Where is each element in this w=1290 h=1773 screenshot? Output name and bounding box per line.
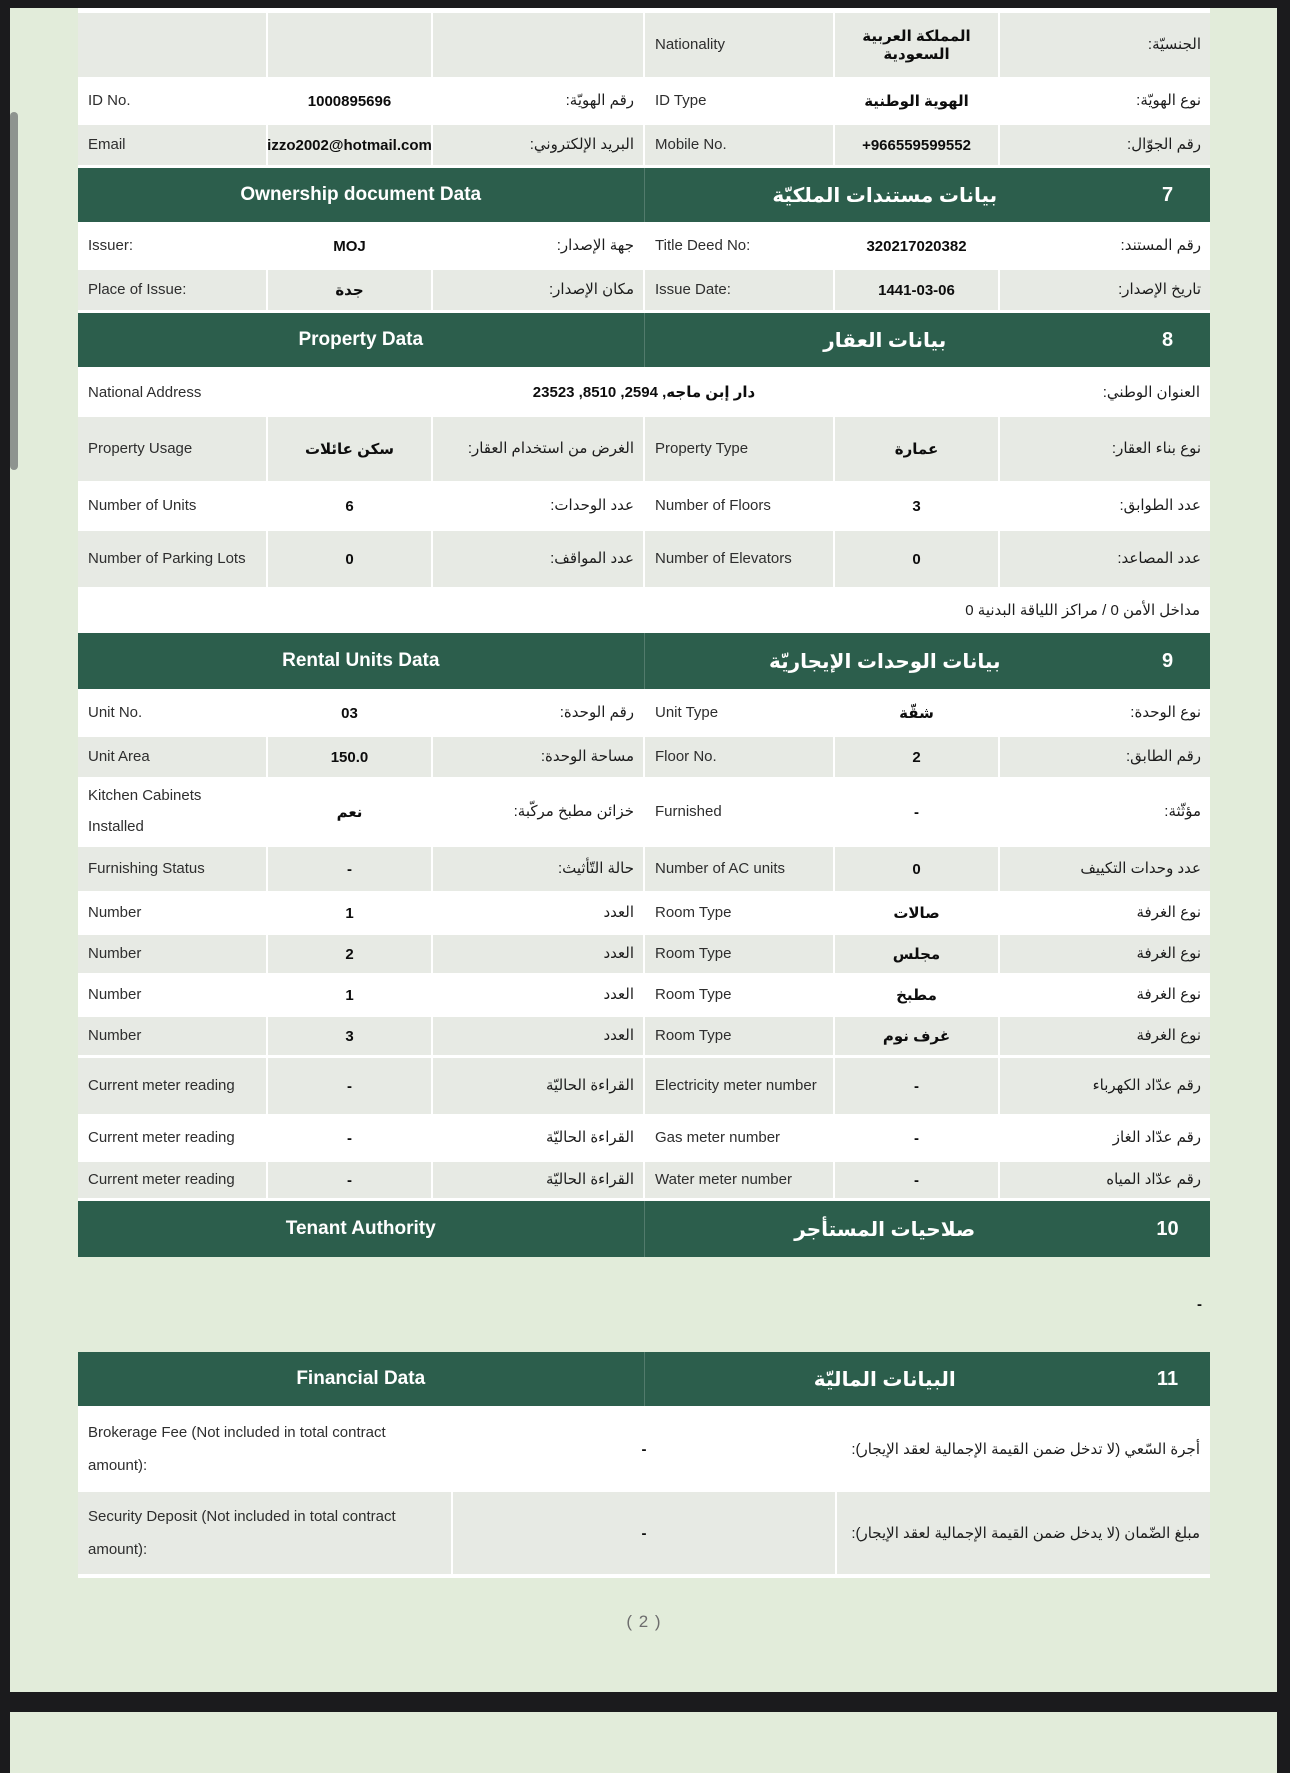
field-row: [78, 780, 1210, 844]
section-header-right: [644, 1352, 1211, 1406]
field-value: 1000895696: [266, 80, 431, 122]
field-value: 1441-03-06: [833, 270, 998, 310]
row-half-r: [643, 1058, 1210, 1114]
field-label-ar: الجنسيّة:: [998, 13, 1210, 77]
field-row: [78, 484, 1210, 528]
field-value: 3: [833, 484, 998, 528]
section-title-en: Tenant Authority: [285, 1218, 436, 1239]
row-half-l: [78, 531, 643, 587]
next-page-edge: [10, 1712, 1277, 1773]
field-value: 3: [266, 1017, 431, 1055]
row-half-l: [78, 484, 643, 528]
field-value: izzo2002@hotmail.com: [266, 125, 431, 165]
field-label-ar: رقم الطابق:: [998, 737, 1210, 777]
row-half-l: [78, 225, 643, 267]
field-label-ar: نوع الوحدة:: [998, 692, 1210, 734]
section-title-ar: البيانات الماليّة: [813, 1368, 956, 1391]
field-row-full: [78, 1492, 1210, 1574]
field-row: [78, 1117, 1210, 1159]
field-label-ar: العدد: [431, 935, 643, 973]
field-row: [78, 125, 1210, 165]
row-half-l: [78, 1017, 643, 1055]
field-row: [78, 13, 1210, 77]
field-label-ar: القراءة الحاليّة: [431, 1058, 643, 1114]
section-title-ar: بيانات مستندات الملكيّة: [772, 184, 998, 207]
row-half-l: [78, 1058, 643, 1114]
field-label-en: Number of Floors: [655, 496, 771, 514]
field-value: جدة: [266, 270, 431, 310]
field-label-en: Electricity meter number: [655, 1076, 817, 1094]
contract-table: [78, 8, 1210, 1632]
field-label-en: Number: [88, 985, 142, 1003]
field-label-en: ID Type: [655, 91, 707, 109]
section-number: 10: [1156, 1217, 1179, 1240]
row-half-l: [78, 125, 643, 165]
section-number: 9: [1161, 649, 1174, 672]
field-value: المملكة العربية السعودية: [833, 13, 998, 77]
field-value: -: [833, 1058, 998, 1114]
field-value: شقّة: [833, 692, 998, 734]
field-value: -: [451, 1409, 835, 1489]
row-half-r: [643, 531, 1210, 587]
field-label-en: Number: [88, 944, 142, 962]
field-label-en: Number of Parking Lots: [88, 549, 246, 567]
page-number: ( 2 ): [626, 1612, 662, 1631]
field-label-ar: عدد الطوابق:: [998, 484, 1210, 528]
field-row: [78, 1017, 1210, 1055]
section-header: [78, 1352, 1210, 1406]
field-label-en: Furnished: [655, 802, 722, 820]
field-label-ar: أجرة السّعي (لا تدخل ضمن القيمة الإجمالية لعقد الإيجار):: [835, 1409, 1210, 1489]
field-label-en: Number of Elevators: [655, 549, 792, 567]
field-value: دار إبن ماجه, 2594, 8510, 23523: [451, 370, 835, 414]
section-header-right: [644, 313, 1211, 367]
field-label-en: Current meter reading: [88, 1170, 235, 1188]
field-label-en: Property Type: [655, 439, 749, 457]
row-half-l: [78, 80, 643, 122]
field-label-ar: خزائن مطبخ مركّبة:: [431, 780, 643, 844]
field-label-en: Number of Units: [88, 496, 197, 514]
field-value: غرف نوم: [833, 1017, 998, 1055]
row-half-r: [643, 1017, 1210, 1055]
section-header: [78, 633, 1210, 689]
field-label-en: Number: [88, 1026, 142, 1044]
field-value: -: [451, 1492, 835, 1574]
field-label-en: Gas meter number: [655, 1128, 781, 1146]
section-header: [78, 313, 1210, 367]
field-value: 6: [266, 484, 431, 528]
field-label-en: Nationality: [655, 35, 726, 53]
field-label-en: Issue Date:: [655, 280, 731, 298]
field-row-full: [78, 1409, 1210, 1489]
field-label-en: Current meter reading: [88, 1076, 235, 1094]
field-label-ar: مبلغ الضّمان (لا يدخل ضمن القيمة الإجمالية لعقد الإيجار):: [835, 1492, 1210, 1574]
field-label-ar: العدد: [431, 976, 643, 1014]
field-value: سكن عائلات: [266, 417, 431, 481]
field-row: [78, 935, 1210, 973]
field-row: [78, 1058, 1210, 1114]
amenities-note-row: [78, 590, 1210, 630]
field-row: [78, 270, 1210, 310]
field-label-en: Place of Issue:: [88, 280, 187, 298]
section-number: 8: [1161, 328, 1174, 351]
field-value: مطبخ: [833, 976, 998, 1014]
field-label-en: Room Type: [655, 903, 732, 921]
document-page: [10, 8, 1277, 1692]
row-half-r: [643, 225, 1210, 267]
field-value: MOJ: [266, 225, 431, 267]
row-half-l: [78, 976, 643, 1014]
section-title-en: Ownership document Data: [240, 184, 482, 205]
field-row-full: [78, 370, 1210, 414]
section-header: [78, 168, 1210, 222]
field-value: عمارة: [833, 417, 998, 481]
row-half-l: [78, 270, 643, 310]
row-half-l: [78, 417, 643, 481]
field-label-ar: مؤثّثة:: [998, 780, 1210, 844]
row-half-l: [78, 935, 643, 973]
row-half-l: [78, 894, 643, 932]
row-half-l: [78, 1117, 643, 1159]
field-label-ar: تاريخ الإصدار:: [998, 270, 1210, 310]
row-half-r: [643, 737, 1210, 777]
field-label-en: Mobile No.: [655, 135, 727, 153]
field-label-en: Room Type: [655, 1026, 732, 1044]
row-half-r: [643, 692, 1210, 734]
field-row: [78, 225, 1210, 267]
row-half-l: [78, 780, 643, 844]
field-label-en: Email: [88, 135, 126, 153]
field-value: -: [833, 1117, 998, 1159]
scrollbar-thumb[interactable]: [10, 112, 18, 470]
field-value: -: [833, 1162, 998, 1198]
field-label-ar: العدد: [431, 1017, 643, 1055]
field-label-en: National Address: [88, 383, 202, 401]
field-label-ar: العدد: [431, 894, 643, 932]
field-row: [78, 692, 1210, 734]
field-label-en: Current meter reading: [88, 1128, 235, 1146]
field-label-ar: رقم المستند:: [998, 225, 1210, 267]
field-value: 0: [833, 847, 998, 891]
field-value: مجلس: [833, 935, 998, 973]
field-label-ar: الغرض من استخدام العقار:: [431, 417, 643, 481]
field-label-ar: القراءة الحاليّة: [431, 1117, 643, 1159]
row-half-r: [643, 1117, 1210, 1159]
row-half-r: [643, 125, 1210, 165]
field-value: صالات: [833, 894, 998, 932]
field-row: [78, 80, 1210, 122]
field-row: [78, 894, 1210, 932]
field-label-en: Security Deposit (Not included in total contract amount):: [88, 1508, 396, 1558]
field-row: [78, 737, 1210, 777]
field-label-en: Furnishing Status: [88, 859, 205, 877]
row-half-r: [643, 13, 1210, 77]
field-label-ar: رقم الجوّال:: [998, 125, 1210, 165]
section-title-en: Property Data: [298, 329, 424, 350]
tenant-authority-value: -: [1197, 1296, 1202, 1313]
field-label-en: Title Deed No:: [655, 236, 751, 254]
amenities-note: مداخل الأمن 0 / مراكز اللياقة البدنية 0: [965, 602, 1200, 619]
row-half-r: [643, 484, 1210, 528]
field-label-en: Number of AC units: [655, 859, 786, 877]
row-half-l: [78, 847, 643, 891]
row-half-r: [643, 80, 1210, 122]
field-label-en: Unit No.: [88, 703, 143, 721]
field-row: [78, 417, 1210, 481]
field-label-ar: عدد الوحدات:: [431, 484, 643, 528]
field-value: 2: [833, 737, 998, 777]
field-label-ar: العنوان الوطني:: [835, 370, 1210, 414]
field-label-ar: عدد المواقف:: [431, 531, 643, 587]
section-header: [78, 1201, 1210, 1257]
field-label-ar: القراءة الحاليّة: [431, 1162, 643, 1198]
field-label-ar: نوع الغرفة: [998, 935, 1210, 973]
field-label-ar: نوع بناء العقار:: [998, 417, 1210, 481]
row-half-r: [643, 894, 1210, 932]
field-value: 1: [266, 894, 431, 932]
field-label-ar: رقم الوحدة:: [431, 692, 643, 734]
row-half-l: [78, 737, 643, 777]
section-number: 7: [1161, 183, 1174, 206]
field-label-ar: مكان الإصدار:: [431, 270, 643, 310]
field-value: -: [266, 847, 431, 891]
field-label-en: Brokerage Fee (Not included in total contract amount):: [88, 1424, 386, 1474]
field-label-en: Room Type: [655, 985, 732, 1003]
row-half-r: [643, 976, 1210, 1014]
field-value: 1: [266, 976, 431, 1014]
field-label-ar: رقم عدّاد الغاز: [998, 1117, 1210, 1159]
row-half-l: [78, 13, 643, 77]
field-label-en: Property Usage: [88, 439, 193, 457]
field-label-ar: نوع الغرفة: [998, 1017, 1210, 1055]
field-label-ar: نوع الغرفة: [998, 976, 1210, 1014]
section-number: 11: [1156, 1367, 1179, 1390]
field-label-ar: البريد الإلكتروني:: [431, 125, 643, 165]
section-title-en: Rental Units Data: [282, 650, 440, 671]
field-value: -: [266, 1117, 431, 1159]
field-value: نعم: [266, 780, 431, 844]
field-label-ar: عدد وحدات التكييف: [998, 847, 1210, 891]
row-half-l: [78, 1162, 643, 1198]
field-value: الهوية الوطنية: [833, 80, 998, 122]
field-row: [78, 847, 1210, 891]
field-label-ar: حالة التّأثيث:: [431, 847, 643, 891]
field-label-ar: رقم عدّاد الكهرباء: [998, 1058, 1210, 1114]
section-header-right: [644, 168, 1211, 222]
field-label-en: Kitchen Cabinets Installed: [88, 787, 202, 835]
field-label-en: ID No.: [88, 91, 131, 109]
field-label-en: Room Type: [655, 944, 732, 962]
field-value: -: [833, 780, 998, 844]
row-half-r: [643, 780, 1210, 844]
section-title-ar: بيانات العقار: [823, 329, 947, 352]
row-half-r: [643, 417, 1210, 481]
row-half-l: [78, 692, 643, 734]
field-value: [266, 13, 431, 77]
field-value: 0: [266, 531, 431, 587]
field-label-en: Unit Area: [88, 747, 150, 765]
field-row: [78, 976, 1210, 1014]
row-half-r: [643, 935, 1210, 973]
field-label-ar: نوع الهويّة:: [998, 80, 1210, 122]
field-value: 0: [833, 531, 998, 587]
field-row: [78, 531, 1210, 587]
field-label-en: [78, 13, 266, 77]
section-header-right: [644, 633, 1211, 689]
field-label-ar: [431, 13, 643, 77]
section-title-ar: صلاحيات المستأجر: [794, 1218, 976, 1241]
field-label-ar: مساحة الوحدة:: [431, 737, 643, 777]
contract-table-upper: [78, 8, 1210, 1257]
section-title-en: Financial Data: [296, 1368, 426, 1389]
section-header-right: [644, 1201, 1211, 1257]
section-title-ar: بيانات الوحدات الإيجاريّة: [768, 650, 1001, 673]
row-half-r: [643, 270, 1210, 310]
field-row: [78, 1162, 1210, 1198]
field-value: -: [266, 1162, 431, 1198]
field-value: 150.0: [266, 737, 431, 777]
field-value: +966559599552: [833, 125, 998, 165]
field-label-ar: رقم عدّاد المياه: [998, 1162, 1210, 1198]
field-label-ar: نوع الغرفة: [998, 894, 1210, 932]
row-half-r: [643, 847, 1210, 891]
field-value: -: [266, 1058, 431, 1114]
field-value: 320217020382: [833, 225, 998, 267]
row-half-r: [643, 1162, 1210, 1198]
contract-table-financial: [78, 1352, 1210, 1578]
field-label-en: Floor No.: [655, 747, 717, 765]
field-label-en: Unit Type: [655, 703, 719, 721]
field-value: 2: [266, 935, 431, 973]
field-label-ar: عدد المصاعد:: [998, 531, 1210, 587]
field-label-ar: جهة الإصدار:: [431, 225, 643, 267]
field-value: 03: [266, 692, 431, 734]
field-label-en: Number: [88, 903, 142, 921]
field-label-en: Issuer:: [88, 236, 134, 254]
field-label-ar: رقم الهويّة:: [431, 80, 643, 122]
field-label-en: Water meter number: [655, 1170, 792, 1188]
